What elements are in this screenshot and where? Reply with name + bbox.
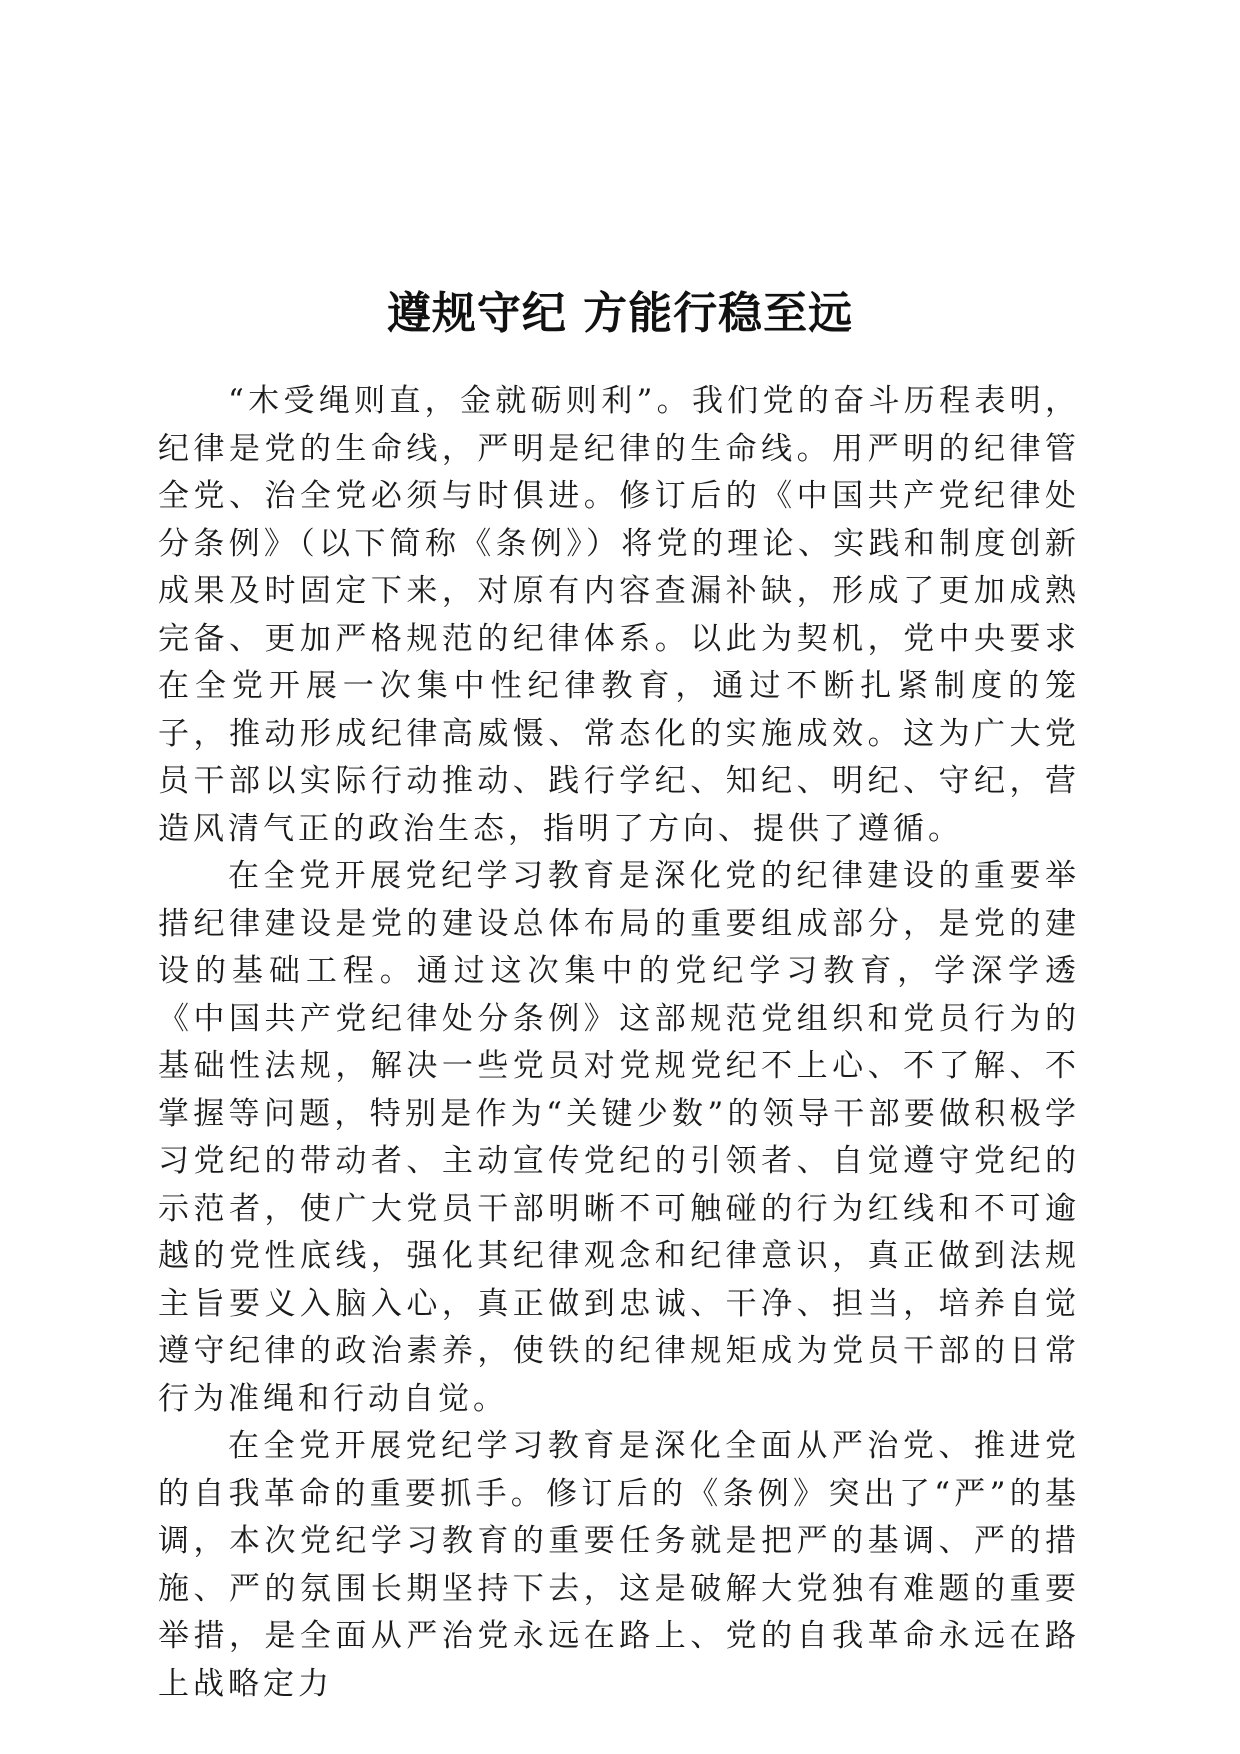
document-title: 遵规守纪 方能行稳至远	[386, 288, 854, 340]
document-body	[158, 378, 1080, 1708]
paragraph-1: “木受绳则直，金就砺则利”。我们党的奋斗历程表明，纪律是党的生命线，严明是纪律的生命线。用严明的纪律管全党、治全党必须与时俱进。修订后的《中国共产党纪律处分条例》（以下简称《条例》）将党的理论、实践和制度创新成果及时固定下来，对原有内容查漏补缺，形成了更加成熟完备、更加严格规范的纪律体系。以此为契机，党中央要求在全党开展一次集中性纪律教育，通过不断扎紧制度的笼子，推动形成纪律高威慑、常态化的实施成效。这为广大党员干部以实际行动推动、践行学纪、知纪、明纪、守纪，营造风清气正的政治生态，指明了方向、提供了遵循。	[158, 383, 1080, 847]
paragraph-2: 在全党开展党纪学习教育是深化党的纪律建设的重要举措纪律建设是党的建设总体布局的重要组成部分，是党的建设的基础工程。通过这次集中的党纪学习教育，学深学透《中国共产党纪律处分条例》这部规范党组织和党员行为的基础性法规，解决一些党员对党规党纪不上心、不了解、不掌握等问题，特别是作为“关键少数”的领导干部要做积极学习党纪的带动者、主动宣传党纪的引领者、自觉遵守党纪的示范者，使广大党员干部明晰不可触碰的行为红线和不可逾越的党性底线，强化其纪律观念和纪律意识，真正做到法规主旨要义入脑入心，真正做到忠诚、干净、担当，培养自觉遵守纪律的政治素养，使铁的纪律规矩成为党员干部的日常行为准绳和行动自觉。	[158, 858, 1080, 1417]
paragraph-3: 在全党开展党纪学习教育是深化全面从严治党、推进党的自我革命的重要抓手。修订后的《条例》突出了“严”的基调，本次党纪学习教育的重要任务就是把严的基调、严的措施、严的氛围长期坚持下去，这是破解大党独有难题的重要举措，是全面从严治党永远在路上、党的自我革命永远在路上战略定力	[158, 1428, 1080, 1702]
